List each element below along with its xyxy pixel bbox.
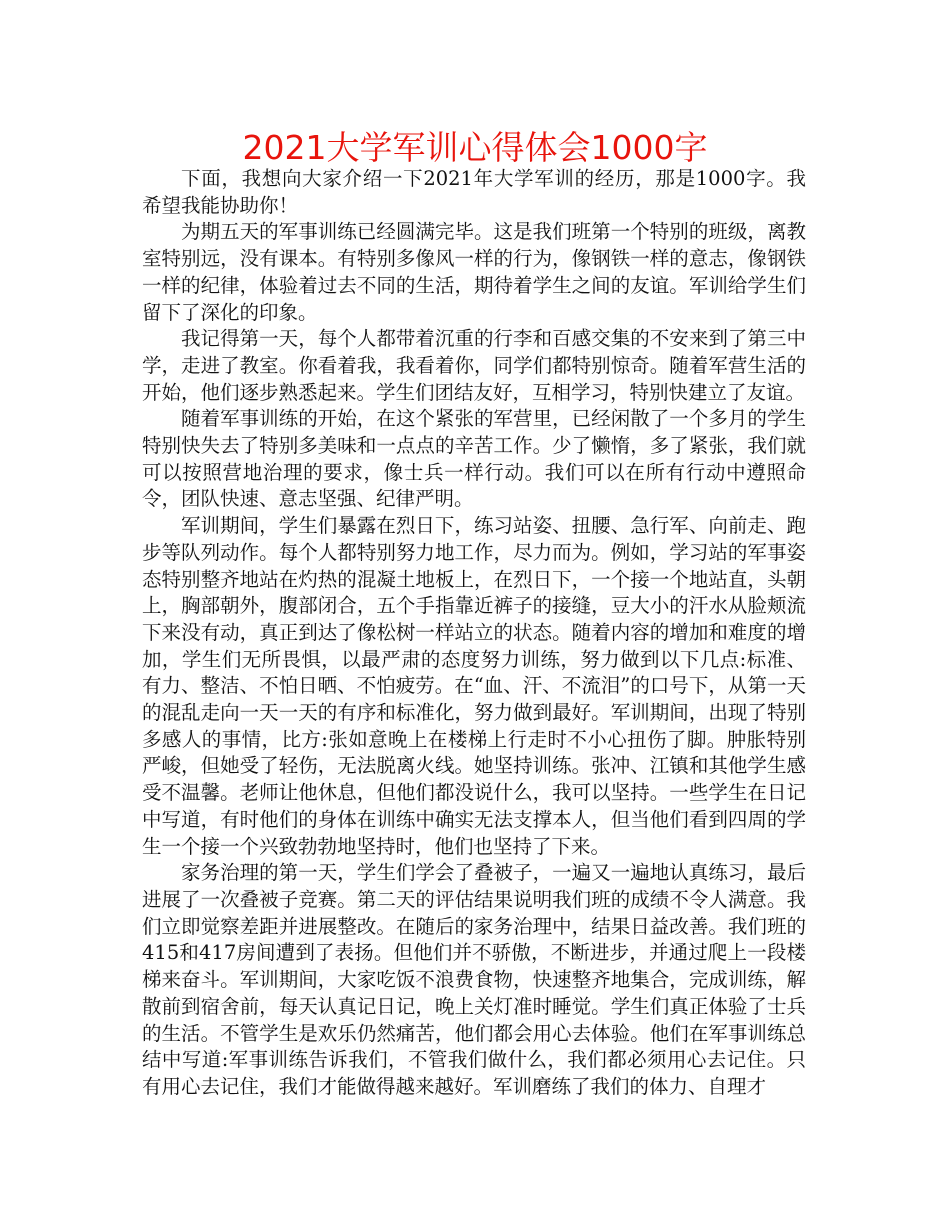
paragraph: 下面，我想向大家介绍一下2021年大学军训的经历，那是1000字。我希望我能协助你！: [142, 167, 806, 217]
document-body: [142, 166, 806, 1101]
paragraph: 家务治理的第一天，学生们学会了叠被子，一遍又一遍地认真练习，最后进展了一次叠被子竞赛。第二天的评估结果说明我们班的成绩不令人满意。我们立即觉察差距并进展整改。在随后的家务治理中，结果日益改善。我们班的415和417房间遭到了表扬。但他们并不骄傲，不断进步，并通过爬上一段楼梯来奋斗。军训期间，大家吃饭不浪费食物，快速整齐地集合，完成训练，解散前到宿舍前，每天认真记日记，晚上关灯准时睡觉。学生们真正体验了士兵的生活。不管学生是欢乐仍然痛苦，他们都会用心去体验。他们在军事训练总结中写道:军事训练告诉我们，不管我们做什么，我们都必须用心去记住。只有用心去记住，我们才能做得越来越好。军训磨练了我们的体力、自理才: [142, 861, 806, 1098]
paragraph: 军训期间，学生们暴露在烈日下，练习站姿、扭腰、急行军、向前走、跑步等队列动作。每个人都特别努力地工作，尽力而为。例如，学习站的军事姿态特别整齐地站在灼热的混凝土地板上，在烈日下，一个接一个地站直，头朝上，胸部朝外，腹部闭合，五个手指靠近裤子的接缝，豆大小的汗水从脸颊流下来没有动，真正到达了像松树一样站立的状态。随着内容的增加和难度的增加，学生们无所畏惧，以最严肃的态度努力训练，努力做到以下几点:标准、有力、整洁、不怕日晒、不怕疲劳。在“血、汗、不流泪”的口号下，从第一天的混乱走向一天一天的有序和标准化，努力做到最好。军训期间，出现了特别多感人的事情，比方:张如意晚上在楼梯上行走时不小心扭伤了脚。肿胀特别严峻，但她受了轻伤，无法脱离火线。她坚持训练。张冲、江镇和其他学生感受不温馨。老师让他休息，但他们都没说什么，我可以坚持。一些学生在日记中写道，有时他们的身体在训练中确实无法支撑本人，但当他们看到四周的学生一个接一个兴致勃勃地坚持时，他们也坚持了下来。: [142, 514, 806, 858]
document-title: 2021大学军训心得体会1000字: [242, 128, 708, 167]
paragraph: 我记得第一天，每个人都带着沉重的行李和百感交集的不安来到了第三中学，走进了教室。你看着我，我看着你，同学们都特别惊奇。随着军营生活的开始，他们逐步熟悉起来。学生们团结友好，互相学习，特别快建立了友谊。: [142, 327, 806, 404]
paragraph: 为期五天的军事训练已经圆满完毕。这是我们班第一个特别的班级，离教室特别远，没有课本。有特别多像风一样的行为，像钢铁一样的意志，像钢铁一样的纪律，体验着过去不同的生活，期待着学生之间的友谊。军训给学生们留下了深化的印象。: [142, 220, 806, 324]
paragraph: 随着军事训练的开始，在这个紧张的军营里，已经闲散了一个多月的学生特别快失去了特别多美味和一点点的辛苦工作。少了懒惰，多了紧张，我们就可以按照营地治理的要求，像士兵一样行动。我们可以在所有行动中遵照命令，团队快速、意志坚强、纪律严明。: [142, 407, 806, 511]
